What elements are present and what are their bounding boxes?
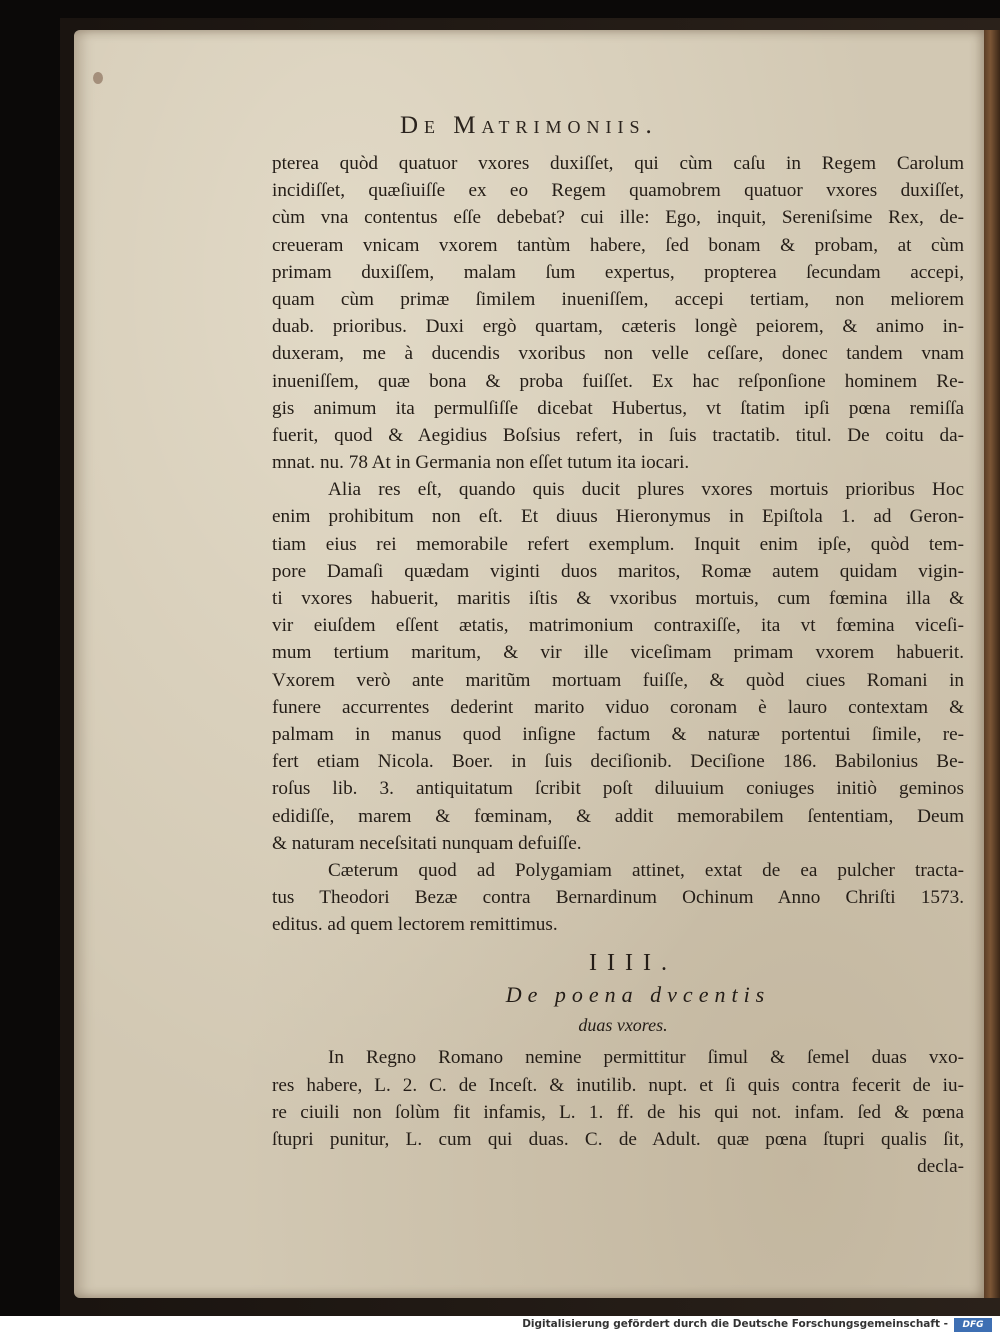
text-line: fuerit, quod & Aegidius Boſsius refert, in ſuis tractatib. titul. De coitu da- <box>272 424 964 446</box>
text-line: creueram vnicam vxorem tantùm habere, ſed bonam & probam, at cùm <box>272 234 964 256</box>
text-line: In Regno Romano nemine permittitur ſimul & ſemel duas vxo- <box>328 1047 964 1069</box>
running-head: De Matrimoniis. <box>400 112 658 139</box>
text-line: & naturam neceſsitati nunquam defuiſſe. <box>272 832 582 854</box>
text-line: mum tertium maritum, & vir ille viceſimam primam vxorem habuerit. <box>272 642 964 664</box>
text-line: duxeram, me à ducendis vxoribus non velle ceſſare, donec tandem vnam <box>272 343 964 365</box>
text-line: roſus lib. 3. antiquitatum ſcribit poſt diluuium coniuges initiò geminos <box>272 778 964 800</box>
text-line: Alia res eſt, quando quis ducit plures vxores mortuis prioribus Hoc <box>328 479 964 501</box>
text-line: pterea quòd quatuor vxores duxiſſet, qui cùm caſu in Regem Carolum <box>272 153 964 174</box>
footer-credit: Digitalisierung gefördert durch die Deutsche Forschungsgemeinschaft - <box>522 1318 948 1330</box>
text-line: mnat. nu. 78 At in Germania non eſſet tutum ita iocari. <box>272 452 690 474</box>
text-line: primam duxiſſem, malam ſum expertus, propterea ſecundam accepi, <box>272 261 964 283</box>
text-line: ſtupri punitur, L. cum qui duas. C. de Adult. quæ pœna ſtupri qualis ſit, <box>272 1129 964 1150</box>
text-line: decla- <box>917 1156 964 1178</box>
text-line: gis animum ita permulſiſſe dicebat Hubertus, vt ſtatim ipſi pœna remiſſa <box>272 397 964 419</box>
text-line: vir eiuſdem eſſent ætatis, matrimonium contraxiſſe, ita vt fœmina viceſi- <box>272 615 964 637</box>
paper-stain <box>93 72 103 84</box>
text-line: Cæterum quod ad Polygamiam attinet, extat de ea pulcher tracta- <box>328 859 964 881</box>
dfg-logo: DFG <box>954 1318 992 1332</box>
text-line: edidiſſe, marem & fœminam, & addit memorabilem ſententiam, Deum <box>272 805 964 827</box>
text-line: fert etiam Nicola. Boer. in ſuis deciſionib. Deciſione 186. Babilonius Be- <box>272 751 964 773</box>
text-line: duab. prioribus. Duxi ergò quartam, cæteris longè peiorem, & animo in- <box>272 316 964 338</box>
section-subtitle: duas vxores. <box>578 1015 668 1036</box>
text-line: pore Damaſi quædam viginti duos maritos, Romæ autem quidam vigin- <box>272 560 964 582</box>
text-line: re ciuili non ſolùm fit infamis, L. 1. ff. de his qui not. infam. ſed & pœna <box>272 1101 964 1123</box>
text-line: cùm vna contentus eſſe debebat? cui ille: Ego, inquit, Sereniſsime Rex, de- <box>272 207 964 229</box>
section-title: De poena dvcentis <box>505 982 771 1008</box>
text-line: palmam in manus quod inſigne factum & naturæ portentui ſimile, re- <box>272 723 964 745</box>
text-line: quam cùm primæ ſimilem inueniſſem, accepi tertiam, non meliorem <box>272 288 964 310</box>
text-line: incidiſſet, quæſiuiſſe ex eo Regem quamobrem quatuor vxores duxiſſet, <box>272 180 964 202</box>
section-number: IIII. <box>589 950 677 977</box>
body-text <box>272 150 964 1180</box>
text-line: ti vxores habuerit, maritis iſtis & vxoribus mortuis, cum fœmina illa & <box>272 588 964 609</box>
text-line: tus Theodori Bezæ contra Bernardinum Ochinum Anno Chriſti 1573. <box>272 887 964 909</box>
text-line: Vxorem verò ante maritũm mortuam fuiſſe, & quòd ciues Romani in <box>272 669 964 691</box>
page-edge <box>984 30 1000 1298</box>
text-line: tiam eius rei memorabile refert exemplum. Inquit enim ipſe, quòd tem- <box>272 533 964 555</box>
paragraphs-after-section <box>272 1044 964 1180</box>
text-line: inueniſſem, quæ bona & proba fuiſſet. Ex hac reſponſione hominem Re- <box>272 370 964 392</box>
paragraphs-before-section <box>272 150 964 938</box>
text-line: enim prohibitum non eſt. Et diuus Hieronymus in Epiſtola 1. ad Geron- <box>272 506 964 528</box>
text-line: editus. ad quem lectorem remittimus. <box>272 914 558 936</box>
text-line: res habere, L. 2. C. de Inceſt. & inutilib. nupt. et ſi quis contra fecerit de iu- <box>272 1074 964 1096</box>
text-line: funere accurrentes dederint marito viduo coronam è lauro contextam & <box>272 696 964 718</box>
digitization-footer <box>0 1316 1000 1335</box>
